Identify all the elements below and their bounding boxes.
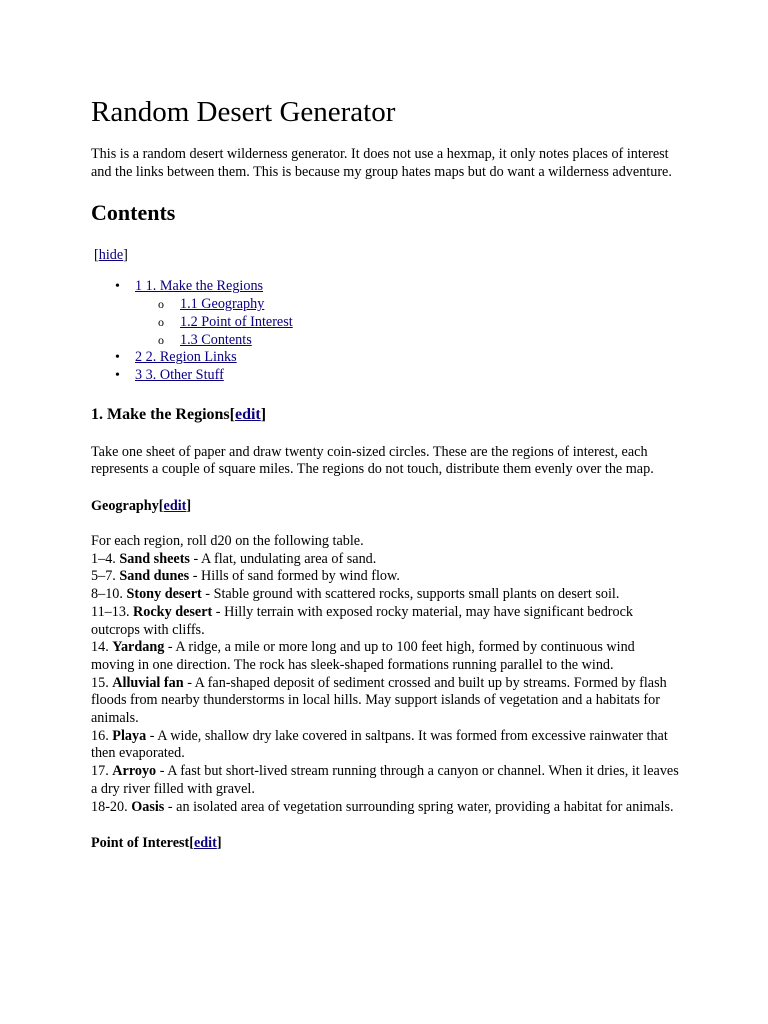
subsection-heading-point-of-interest: Point of Interest[edit] (91, 835, 222, 852)
edit-link-make-the-regions[interactable]: edit (234, 405, 261, 423)
list-item: 15. Alluvial fan - A fan-shaped deposit of sediment crossed and built up by streams. Formed by flash floods from nearby thunderstorms in local hills. May support islands of vegetation and a habitats for animals. (91, 674, 667, 727)
geography-intro: For each region, roll d20 on the following table. (91, 533, 364, 550)
toc-subitem (135, 314, 680, 332)
toc-subitem (135, 332, 680, 350)
table-of-contents (91, 278, 680, 384)
toc-link-point-of-interest[interactable]: 1.2 Point of Interest (180, 313, 293, 330)
toc-sublist (135, 296, 680, 349)
toc-link-other-stuff[interactable]: 3 3. Other Stuff (135, 366, 224, 383)
list-item: 17. Arroyo - A fast but short-lived stream running through a canyon or channel. When it dries, it leaves a dry river filled with gravel. (91, 763, 679, 797)
contents-heading: Contents (91, 200, 176, 226)
section-heading-make-the-regions: 1. Make the Regions[edit] (91, 405, 267, 423)
list-item: 11–13. Rocky desert - Hilly terrain with exposed rocky material, may have significant bedrock outcrops with cliffs. (91, 603, 634, 638)
toc-link-contents[interactable]: 1.3 Contents (180, 331, 252, 348)
list-item: 14. Yardang - A ridge, a mile or more long and up to 100 feet high, formed by continuous wind moving in one direction. The rock has sleek-shaped formations running parallel to the wind. (91, 639, 635, 673)
toc-link-make-the-regions[interactable]: 1 1. Make the Regions (135, 278, 264, 295)
intro-paragraph: This is a random desert wilderness generator. It does not use a hexmap, it only notes places of interest and the links between them. This is because my group hates maps but do want a wilderness adventure. (91, 146, 672, 180)
section-paragraph-make-the-regions: Take one sheet of paper and draw twenty coin-sized circles. These are the regions of interest, each represents a couple of square miles. The regions do not touch, distribute them evenly over the map. (91, 443, 654, 478)
toc-toggle: [hide] (94, 247, 128, 264)
list-item: 16. Playa - A wide, shallow dry lake covered in saltpans. It was formed from excessive rainwater that then evaporated. (91, 727, 668, 762)
toc-hide-link[interactable]: hide (98, 247, 124, 264)
toc-item (91, 278, 680, 349)
list-item: 1–4. Sand sheets - A flat, undulating area of sand. (91, 550, 377, 567)
geography-table (91, 551, 680, 817)
subsection-heading-geography: Geography[edit] (91, 498, 192, 515)
toc-link-geography[interactable]: 1.1 Geography (180, 296, 265, 313)
toc-link-region-links[interactable]: 2 2. Region Links (135, 349, 237, 366)
list-item: 8–10. Stony desert - Stable ground with scattered rocks, supports small plants on desert soil. (91, 586, 620, 603)
edit-link-point-of-interest[interactable]: edit (193, 835, 217, 852)
edit-link-geography[interactable]: edit (163, 498, 187, 515)
toc-item (91, 349, 680, 367)
toc-item (91, 367, 680, 385)
list-item: 5–7. Sand dunes - Hills of sand formed by wind flow. (91, 568, 400, 585)
list-item: 18-20. Oasis - an isolated area of vegetation surrounding spring water, providing a habitat for animals. (91, 798, 674, 815)
toc-subitem (135, 296, 680, 314)
page-title: Random Desert Generator (91, 96, 396, 128)
